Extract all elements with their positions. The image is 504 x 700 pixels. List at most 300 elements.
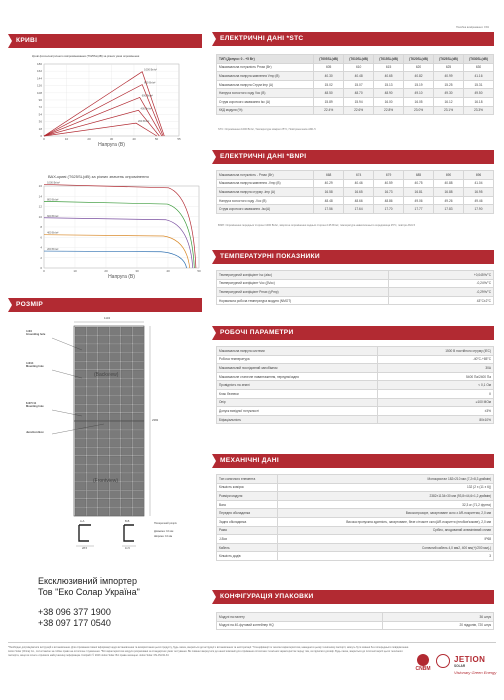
- y-tick-label: 6: [40, 235, 42, 240]
- bnpi-note: BNPI: Опромінення передньої сторони 1000 Вт/м², зворотне опромінення задньої сторони 135 Вт/м², температура навколишнього середовища 25°С, повітря АМ1.5: [218, 224, 416, 227]
- x-tick-label: 50: [154, 137, 159, 141]
- table-cell: 16.12: [434, 97, 464, 106]
- table-cell: ІІ: [377, 389, 493, 398]
- solar-cell: [121, 456, 132, 464]
- table-cell: 30A: [377, 364, 493, 373]
- table-cell: 22.6%: [344, 106, 374, 115]
- table-cell: Максимальна напруга Струм Imp (А): [217, 80, 314, 89]
- solar-cell: [133, 456, 144, 464]
- x-tick-label: 20: [104, 269, 108, 273]
- section-header-size: [8, 298, 202, 312]
- series-label: 800 Вт/м²: [47, 198, 59, 202]
- hole1-sub: Grounding hole: [26, 333, 46, 336]
- table-cell: 23.0%: [404, 106, 434, 115]
- solar-cell: [110, 447, 121, 455]
- table-row: [217, 89, 494, 98]
- x-tick-label: 0: [43, 137, 45, 141]
- table-row: [217, 72, 494, 81]
- series-label: 200 Вт/м²: [47, 248, 59, 252]
- table-cell: Максимальна напруга живлення Vmp (В): [217, 72, 314, 81]
- table-row: [217, 398, 494, 407]
- power-voltage-chart: [24, 54, 194, 154]
- table-cell: 23.3%: [464, 106, 494, 115]
- solar-cell: [87, 465, 98, 473]
- table-cell: 668: [314, 171, 344, 180]
- phone-2[interactable]: +38 097 177 0540: [38, 618, 111, 628]
- table-row: [217, 372, 494, 381]
- table-cell: (T620SL(dB): [404, 55, 434, 64]
- solar-cell: [121, 508, 132, 516]
- solar-cell: [133, 490, 144, 498]
- table-cell: Високопрозоре, загартоване скло з AR-покриттям, 2,0 мм: [277, 509, 493, 518]
- y-tick-label: 14: [38, 194, 42, 199]
- bnpi-table: [216, 170, 494, 214]
- table-cell: Максимальна напруга живлення -Vmp (В): [217, 179, 314, 188]
- tolerance-2: Ширина: ±2 мм: [154, 535, 173, 538]
- importer-line2: Тов "Еко Солар Україна": [38, 587, 140, 597]
- table-row: [217, 492, 494, 501]
- table-cell: Максимальне статичне навантаження, передня/задня: [217, 372, 378, 381]
- table-row: [217, 526, 494, 535]
- x-tick-label: 10: [73, 269, 77, 273]
- solar-cell: [133, 447, 144, 455]
- table-cell: 16.88: [434, 188, 464, 197]
- series-label: 200 Вт/м²: [138, 120, 150, 124]
- solar-cell: [133, 413, 144, 421]
- solar-cell: [87, 379, 98, 387]
- table-cell: Сонячний кабель 4,0 мм2, 400 мм(+)/200 мм(-): [277, 543, 493, 552]
- table-cell: +0,045%/°С: [388, 271, 493, 280]
- table-cell: ±3%: [377, 407, 493, 416]
- solar-cell: [110, 327, 121, 335]
- table-cell: 40.99: [434, 72, 464, 81]
- x-tick-label: 0: [43, 269, 45, 273]
- solar-cell: [121, 396, 132, 404]
- chart1-title: Крові фотоелектричного випромінювання (T625SL(dB) за різних умов опромінення: [32, 54, 140, 58]
- solar-cell: [87, 508, 98, 516]
- table-row: [217, 483, 494, 492]
- section-header-stc: [212, 32, 494, 46]
- solar-cell: [87, 336, 98, 344]
- y-tick-label: 90: [38, 98, 42, 102]
- tagline-text: Visionary Green Energy: [454, 670, 497, 675]
- y-tick-label: 0: [40, 134, 42, 138]
- solar-cell: [121, 490, 132, 498]
- table-cell: 15.07: [344, 80, 374, 89]
- solar-cell: [87, 413, 98, 421]
- solar-cell: [75, 473, 86, 481]
- table-cell: IP68: [277, 535, 493, 544]
- solar-cell: [75, 456, 86, 464]
- table-cell: 48.90: [374, 89, 404, 98]
- table-cell: Струм короткого замикання Isc (А): [217, 97, 314, 106]
- x-tick-label: 50: [197, 269, 201, 273]
- table-cell: 49.46: [464, 196, 494, 205]
- x-axis-label: Напруга (В): [98, 142, 125, 148]
- table-cell: 16.05: [404, 97, 434, 106]
- solar-cell: [87, 439, 98, 447]
- y-tick-label: 12: [38, 204, 42, 209]
- table-row: [217, 475, 494, 484]
- solar-cell: [110, 413, 121, 421]
- table-cell: Задня обкладинка: [217, 517, 278, 526]
- table-cell: 22.4%: [314, 106, 344, 115]
- table-row: [217, 535, 494, 544]
- table-cell: Допуск вихідної потужності: [217, 407, 378, 416]
- solar-cell: [98, 387, 109, 395]
- table-cell: 48.86: [374, 196, 404, 205]
- solar-cell: [75, 447, 86, 455]
- backview-label: (Backview): [94, 372, 119, 378]
- solar-cell: [133, 465, 144, 473]
- table-cell: -0,29%/°С: [388, 288, 493, 297]
- mechanical-table: [216, 474, 494, 561]
- solar-cell: [121, 404, 132, 412]
- solar-cell: [87, 404, 98, 412]
- series-label: 400 Вт/м²: [47, 231, 59, 235]
- table-cell: 41.04: [464, 179, 494, 188]
- table-cell: Нормальна робоча температура модуля (NMOT): [217, 296, 389, 305]
- table-cell: 16.58: [314, 188, 344, 197]
- solar-cell: [98, 379, 109, 387]
- solar-cell: [87, 456, 98, 464]
- table-cell: Струм короткого замикання -Isc(А): [217, 205, 314, 214]
- table-cell: 15.25: [434, 80, 464, 89]
- table-cell: 3: [277, 552, 493, 561]
- table-cell: Монокристал 182×210 мм (7,2×8,3 дюймів): [277, 475, 493, 484]
- y-tick-label: 4: [40, 245, 42, 250]
- section-title: ЕЛЕКТРИЧНІ ДАНІ *STC: [220, 35, 304, 42]
- phone-1[interactable]: +38 096 377 1900: [38, 607, 111, 617]
- table-cell: Напруга холостого ходу Voc (В): [217, 89, 314, 98]
- table-cell: Вага: [217, 500, 278, 509]
- table-cell: Температурний коефіцієнт Isc (alsc): [217, 271, 389, 280]
- solar-cell: [87, 361, 98, 369]
- table-cell: 15.02: [314, 80, 344, 89]
- module-diagram: [24, 316, 200, 550]
- solar-cell: [75, 361, 86, 369]
- section-title: РОБОЧІ ПАРАМЕТРИ: [220, 329, 294, 336]
- solar-cell: [121, 379, 132, 387]
- table-cell: 40.46: [344, 179, 374, 188]
- solar-cell: [87, 430, 98, 438]
- table-cell: 48.48: [314, 196, 344, 205]
- y-tick-label: 144: [36, 76, 42, 81]
- table-cell: 696: [464, 171, 494, 180]
- table-cell: 16.73: [374, 188, 404, 197]
- solar-cell: [133, 379, 144, 387]
- solar-cell: [98, 456, 109, 464]
- solar-cell: [121, 353, 132, 361]
- solar-cell: [110, 387, 121, 395]
- solar-cell: [98, 344, 109, 352]
- table-row: [217, 188, 494, 197]
- table-cell: 15.13: [374, 80, 404, 89]
- table-row: [217, 80, 494, 89]
- table-cell: Модулі на палету: [217, 613, 383, 622]
- table-row: [217, 517, 494, 526]
- table-cell: 17.64: [344, 205, 374, 214]
- table-cell: Провідність на землі: [217, 381, 378, 390]
- solar-cell: [121, 447, 132, 455]
- table-cell: 40.82: [404, 72, 434, 81]
- section-title: КРИВІ: [16, 37, 38, 44]
- table-cell: -0,24%/°С: [388, 279, 493, 288]
- table-cell: 16.00: [374, 97, 404, 106]
- table-cell: 22.8%: [374, 106, 404, 115]
- table-row: [217, 296, 494, 305]
- solar-cell: [110, 379, 121, 387]
- y-tick-label: 2: [40, 255, 42, 260]
- solar-cell: [110, 422, 121, 430]
- table-row: [217, 364, 494, 373]
- table-cell: ≥100 МОм: [377, 398, 493, 407]
- hole3-label: [26, 402, 44, 408]
- solar-cell: [110, 465, 121, 473]
- table-cell: Опір: [217, 398, 378, 407]
- table-row: [217, 205, 494, 214]
- solar-cell: [133, 370, 144, 378]
- table-cell: 15.89: [314, 97, 344, 106]
- solar-cell: [75, 387, 86, 395]
- solar-cell: [121, 482, 132, 490]
- solar-cell: [121, 439, 132, 447]
- table-cell: Срібло, анодований алюмінієвий сплав: [277, 526, 493, 535]
- table-row: [217, 381, 494, 390]
- solar-cell: [98, 336, 109, 344]
- solar-cell: [121, 336, 132, 344]
- solar-cell: [87, 344, 98, 352]
- solar-cell: [121, 370, 132, 378]
- table-cell: 16.65: [344, 188, 374, 197]
- cnbm-icon: [417, 654, 429, 666]
- table-cell: Напруга холостого ходу -Voc (В): [217, 196, 314, 205]
- hole3-text: 8-Φ7×11: [26, 402, 37, 405]
- solar-cell: [87, 387, 98, 395]
- hole1-text: 4-Φ4: [26, 330, 32, 333]
- solar-cell: [98, 422, 109, 430]
- table-cell: (T605SL(dB): [314, 55, 344, 64]
- table-cell: Кількість додів: [217, 552, 278, 561]
- x-tick-label: 10: [64, 137, 69, 141]
- y-tick-label: 0: [40, 266, 42, 270]
- solar-cell: [98, 413, 109, 421]
- table-row: [217, 407, 494, 416]
- table-cell: 20 піддонів, 720 штук: [383, 621, 494, 630]
- solar-cell: [110, 404, 121, 412]
- table-cell: ТИП (Допуск: 0 - +5 Вт): [217, 55, 314, 64]
- solar-cell: [75, 413, 86, 421]
- section-header-temp: [212, 250, 494, 264]
- table-cell: 23.1%: [434, 106, 464, 115]
- solar-cell: [87, 490, 98, 498]
- y-tick-label: 126: [36, 83, 42, 88]
- hole1-label: [26, 330, 45, 336]
- table-cell: 49.30: [434, 89, 464, 98]
- table-cell: 685: [404, 171, 434, 180]
- section-title: РОЗМІР: [16, 301, 44, 308]
- cnbm-text: CNBM: [415, 666, 431, 672]
- importer-line1: Ексклюзивний імпортер: [38, 576, 137, 586]
- solar-cell: [98, 447, 109, 455]
- table-row: [217, 288, 494, 297]
- solar-cell: [121, 499, 132, 507]
- table-cell: Кількість комірок: [217, 483, 278, 492]
- section-title: МЕХАНІЧНІ ДАНІ: [220, 457, 279, 464]
- solar-cell: [121, 473, 132, 481]
- operating-table: [216, 346, 494, 424]
- solar-cell: [133, 353, 144, 361]
- table-row: [217, 271, 494, 280]
- series-line: [44, 218, 193, 268]
- solar-cell: [133, 439, 144, 447]
- solar-cell: [133, 387, 144, 395]
- y-tick-label: 54: [38, 112, 42, 117]
- solar-cell: [87, 353, 98, 361]
- series-line: [44, 251, 187, 268]
- table-cell: 5400 Па/2400 Па: [377, 372, 493, 381]
- table-cell: 40.29: [314, 179, 344, 188]
- y-tick-label: 108: [36, 90, 42, 95]
- table-cell: Максимальна потужність - Pmax (Вт): [217, 171, 314, 180]
- table-cell: 40.59: [374, 179, 404, 188]
- solar-cell: [98, 490, 109, 498]
- solar-cell: [98, 396, 109, 404]
- table-cell: 36 штук: [383, 613, 494, 622]
- x-axis-label: Напруга (В): [108, 274, 135, 280]
- table-row: [217, 389, 494, 398]
- table-cell: 80±10%: [377, 415, 493, 424]
- y-tick-label: 10: [38, 214, 42, 219]
- module-diagram-svg: [24, 320, 200, 550]
- x-tick-label: 30: [135, 269, 139, 273]
- jetion-text: JETION: [454, 655, 486, 664]
- section-b-label: B-B: [125, 520, 130, 523]
- table-row: [217, 613, 494, 622]
- table-row: [217, 355, 494, 364]
- y-tick-label: 18: [38, 126, 42, 131]
- table-cell: Передня обкладинка: [217, 509, 278, 518]
- y-tick-label: 36: [38, 119, 42, 124]
- table-cell: 49.26: [434, 196, 464, 205]
- table-cell: 620: [404, 63, 434, 72]
- table-cell: 630: [464, 63, 494, 72]
- table-cell: 48.70: [344, 89, 374, 98]
- series-label: 400 Вт/м²: [140, 107, 152, 111]
- section-title: ЕЛЕКТРИЧНІ ДАНІ *BNPI: [220, 153, 307, 160]
- chart2-title: ВАХ-криві (T625SL(dB) за різних значень опромінення: [48, 174, 149, 179]
- table-row: [217, 543, 494, 552]
- solar-cell: [75, 465, 86, 473]
- chart1-svg: [24, 60, 194, 160]
- solar-cell: [98, 404, 109, 412]
- table-row: [217, 106, 494, 115]
- table-cell: 2382×1134×30 мм (93,8×44,6×1,2 дюймів): [277, 492, 493, 501]
- solar-cell: [87, 499, 98, 507]
- solar-cell: [75, 379, 86, 387]
- series-label: 1000 Вт/м²: [144, 68, 157, 72]
- solar-text: SOLAR: [454, 664, 466, 668]
- solar-cell: [75, 353, 86, 361]
- table-row: [217, 97, 494, 106]
- solar-cell: [75, 370, 86, 378]
- solar-cell: [98, 430, 109, 438]
- y-tick-label: 162: [36, 69, 42, 74]
- table-cell: 16.95: [464, 188, 494, 197]
- solar-cell: [98, 361, 109, 369]
- table-cell: Максимальний послідовний запобіжник: [217, 364, 378, 373]
- solar-cell: [133, 508, 144, 516]
- table-cell: Висока пропускна здатність, загартоване, безе сітчасте скло(AR-покриття (необов'язкове), 2,0 мм: [277, 517, 493, 526]
- solar-cell: [133, 482, 144, 490]
- table-row: [217, 179, 494, 188]
- solar-cell: [98, 353, 109, 361]
- solar-cell: [110, 430, 121, 438]
- table-row: [217, 55, 494, 64]
- x-tick-label: 40: [132, 137, 136, 141]
- solar-cell: [133, 499, 144, 507]
- section-title: КОНФІГУРАЦІЯ УПАКОВКИ: [220, 593, 314, 600]
- side-caption: Поперечний розріз: [154, 522, 177, 525]
- iv-chart: [24, 174, 201, 284]
- table-cell: Модулі на 40-футовий контейнер HQ: [217, 621, 383, 630]
- solar-cell: [110, 353, 121, 361]
- table-cell: 49.06: [404, 196, 434, 205]
- y-tick-label: 16: [38, 184, 42, 188]
- y-tick-label: 8: [40, 225, 42, 229]
- table-cell: 17.56: [314, 205, 344, 214]
- hole2-label: [26, 362, 44, 368]
- section-header-bnpi: [212, 150, 494, 164]
- temp-table: [216, 270, 494, 305]
- solar-cell: [98, 508, 109, 516]
- frontview-label: (Frontview): [93, 478, 119, 484]
- solar-cell: [121, 430, 132, 438]
- solar-cell: [133, 430, 144, 438]
- section-header-packaging: [212, 590, 494, 604]
- solar-cell: [121, 422, 132, 430]
- table-row: [217, 279, 494, 288]
- table-cell: 625: [434, 63, 464, 72]
- table-cell: 40.65: [374, 72, 404, 81]
- solar-cell: [110, 490, 121, 498]
- stc-table: [216, 54, 494, 115]
- table-row: [217, 500, 494, 509]
- table-cell: 674: [344, 171, 374, 180]
- table-row: [217, 621, 494, 630]
- solar-cell: [98, 327, 109, 335]
- hole2-text: 4-Φ14: [26, 362, 34, 365]
- section-header-curves: [8, 34, 202, 48]
- table-cell: 48.66: [344, 196, 374, 205]
- table-cell: 17.83: [434, 205, 464, 214]
- solar-cell: [75, 404, 86, 412]
- table-cell: Розміри модуля: [217, 492, 278, 501]
- table-cell: Максимальна напруга струму -Imp (А): [217, 188, 314, 197]
- dim-11-label: 11.5: [125, 547, 130, 550]
- table-row: [217, 552, 494, 561]
- table-row: [217, 63, 494, 72]
- table-row: [217, 347, 494, 356]
- jetion-logo: [436, 654, 500, 680]
- solar-cell: [110, 499, 121, 507]
- table-cell: ККД модуля (%): [217, 106, 314, 115]
- table-cell: 49.50: [464, 89, 494, 98]
- table-cell: Максимальна потужність Pmax (Вт): [217, 63, 314, 72]
- solar-cell: [75, 396, 86, 404]
- solar-cell: [75, 344, 86, 352]
- solar-cell: [98, 465, 109, 473]
